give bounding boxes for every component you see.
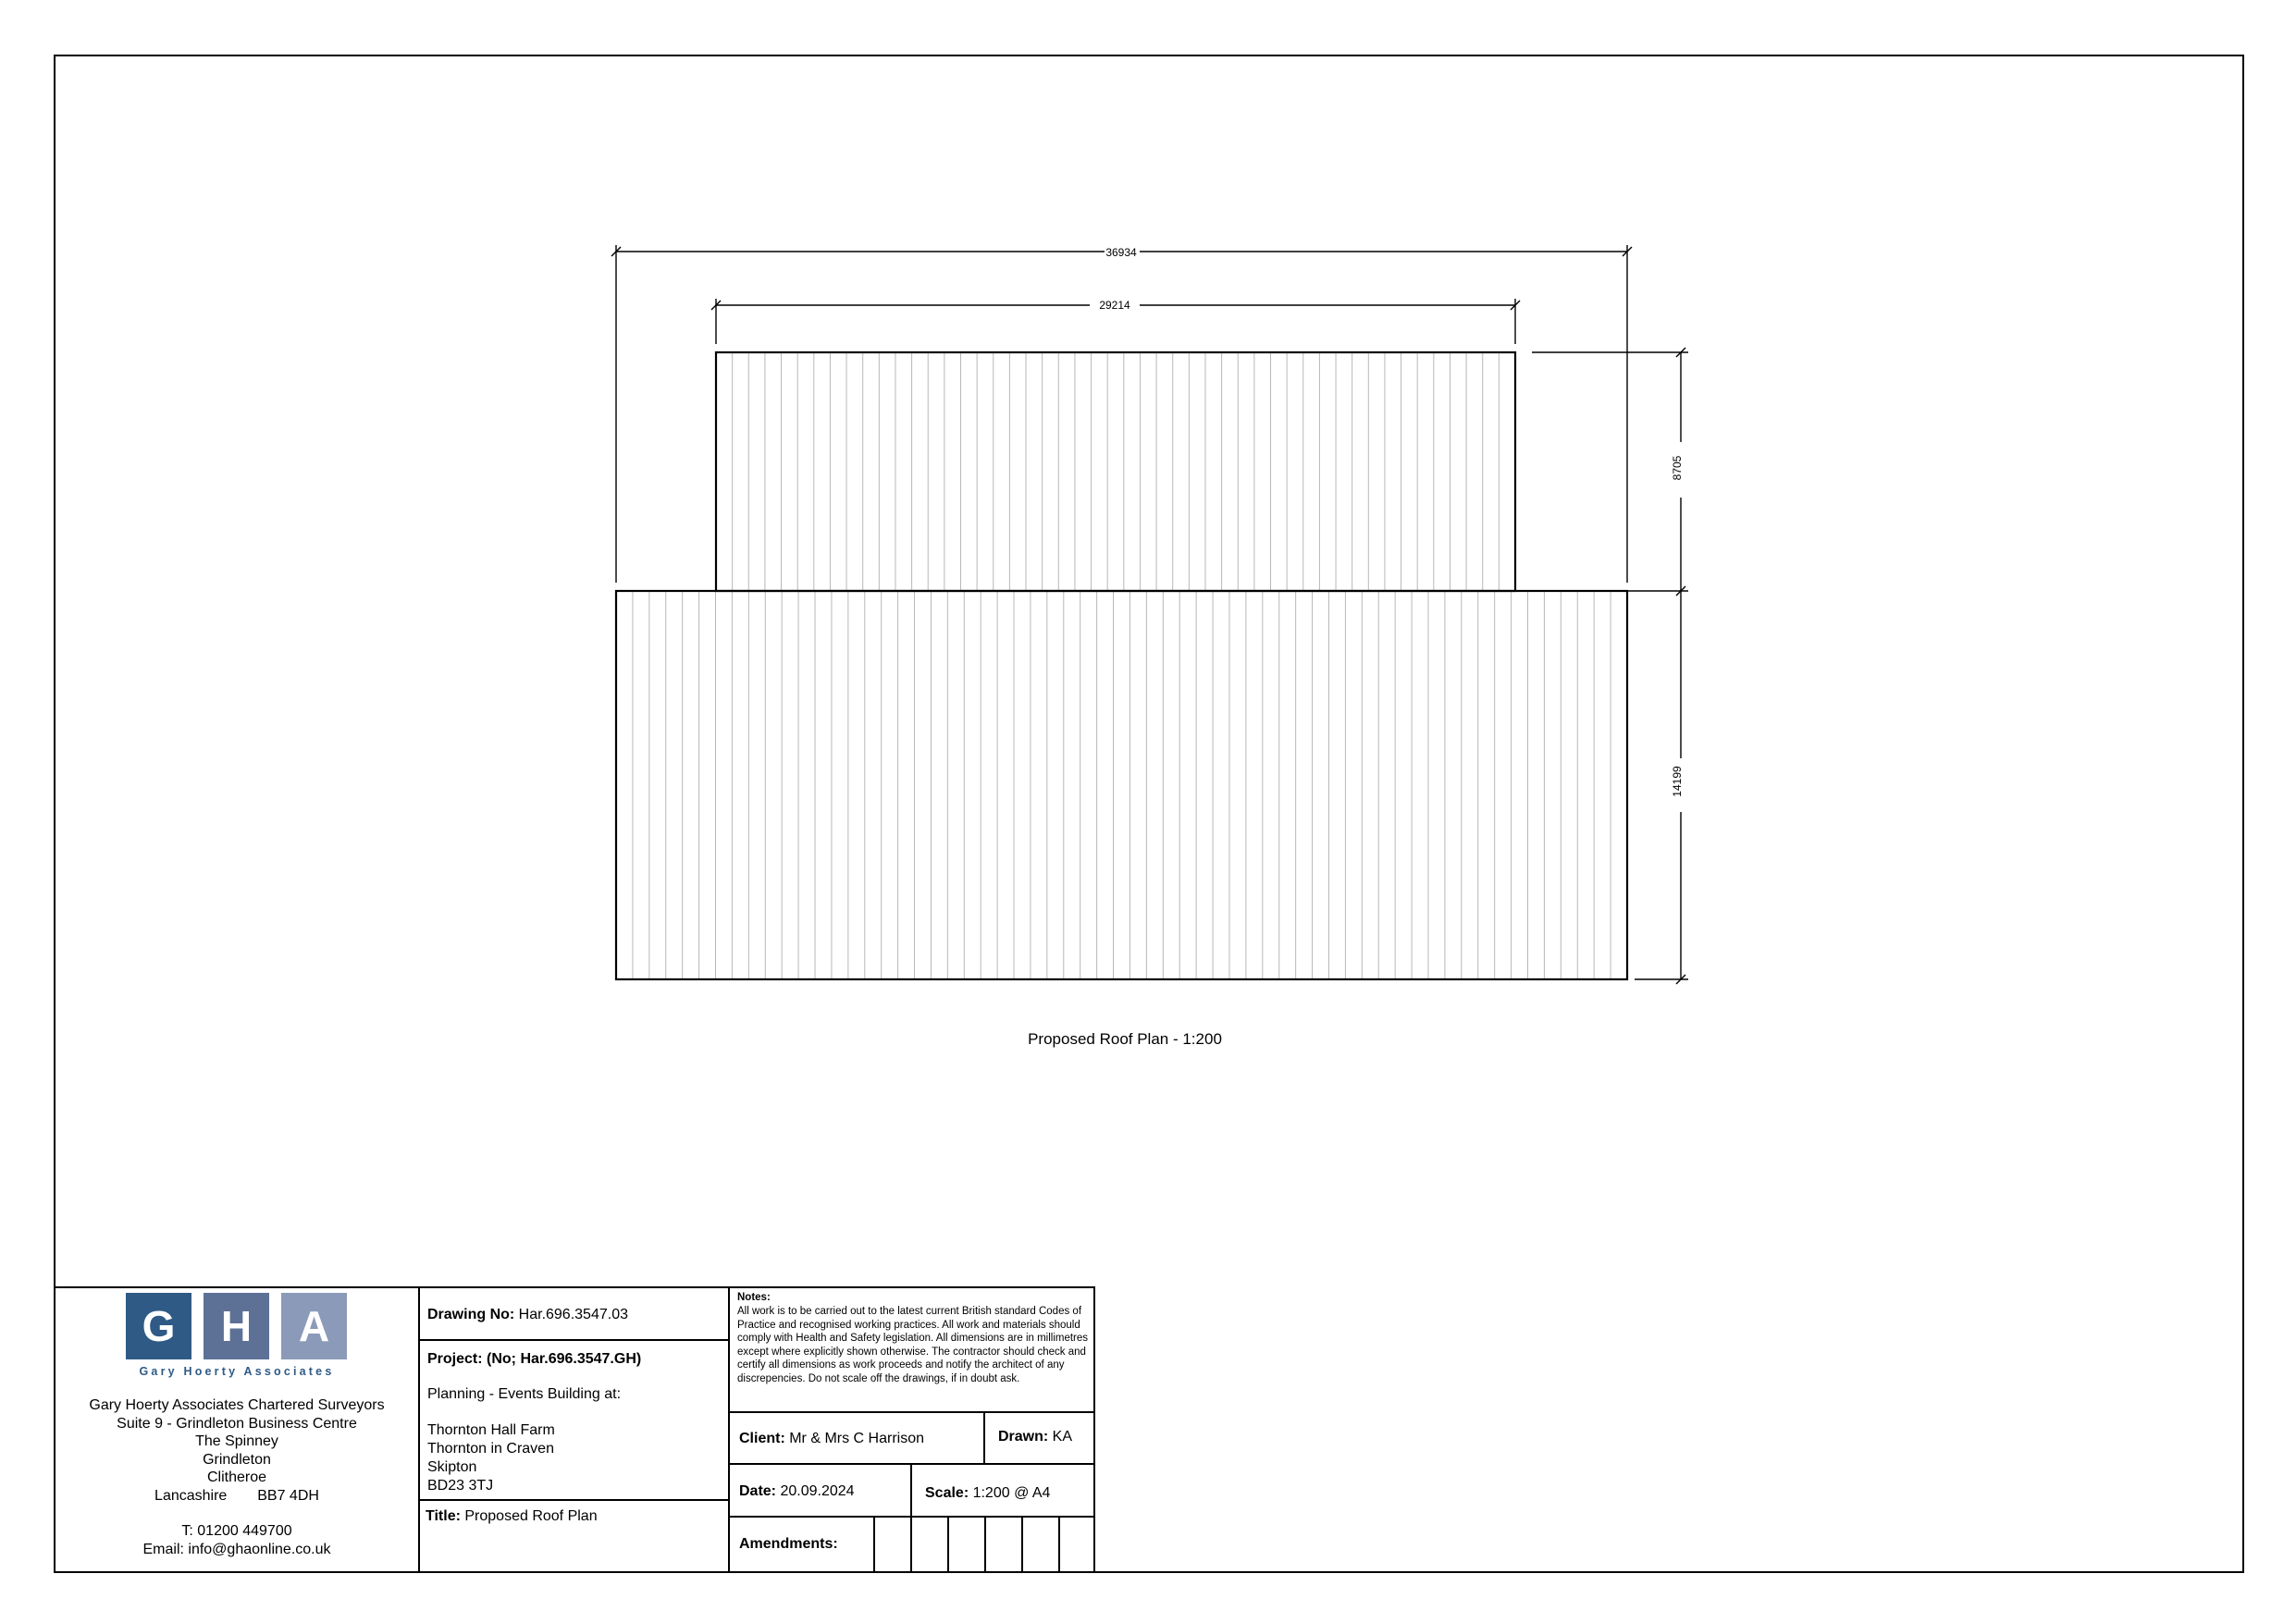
drawn-label: Drawn: [998,1429,1049,1445]
amendment-box [984,1518,986,1571]
amendment-box [1021,1518,1023,1571]
amendment-box [947,1518,949,1571]
date-cell [728,1463,912,1518]
project-cell [418,1339,730,1501]
lower-roof-sheeting [633,592,1611,978]
upper-roof-sheeting [733,353,1500,590]
drawn-value: KA [1048,1429,1073,1445]
company-county-postcode [56,1487,417,1506]
lower-roof-outline [616,591,1627,979]
notes-label: Notes: [737,1292,771,1303]
logo-tagline: Gary Hoerty Associates [139,1365,335,1378]
amendments-label: Amendments: [739,1536,838,1552]
company-line: The Spinney [195,1433,278,1449]
logo-letter-a: A [281,1293,347,1359]
client-value: Mr & Mrs C Harrison [784,1431,925,1446]
dimension-label-lower-depth: 14199 [1671,766,1684,797]
address-line: Thornton Hall Farm [427,1422,555,1438]
title-value: Proposed Roof Plan [460,1508,598,1524]
company-line: Grindleton [203,1451,271,1468]
drawing-number-label: Drawing No: [427,1307,515,1322]
company-line: Gary Hoerty Associates Chartered Surveyors [89,1397,385,1413]
amendment-box [873,1518,875,1571]
date-label: Date: [739,1483,777,1499]
dimension-label-overall-width: 36934 [1105,246,1137,259]
dimension-label-upper-depth: 8705 [1671,455,1684,481]
logo-letter-h: H [204,1293,269,1359]
title-cell [418,1499,730,1573]
client-label: Client: [739,1431,785,1446]
notes-text: All work is to be carried out to the latest current British standard Codes of Practice and recognised working practices. All work and materials should comply with Health and Safety legislation. All dimensions are in millimetres except where explicitly shown otherwise. The contractor should check and certify all dimensions as work proceeds and notify the architect of any discrepencies. Do not scale off the drawings, if in doubt ask. [737,1306,1089,1384]
address-line: Skipton [427,1459,477,1475]
company-logo [126,1293,348,1382]
company-line: Clitheroe [206,1469,267,1485]
drawing-caption: Proposed Roof Plan - 1:200 [1028,1030,1222,1048]
upper-roof-outline [716,352,1515,591]
client-cell [728,1411,985,1465]
address-line: BD23 3TJ [427,1478,494,1494]
address-line: Thornton in Craven [427,1441,554,1457]
company-line: Suite 9 - Grindleton Business Centre [117,1415,357,1432]
amendment-box [1058,1518,1060,1571]
amendments-cell [728,1516,1095,1573]
project-address [427,1421,555,1495]
sheet-border [55,55,2243,1572]
drawing-number-cell [418,1286,730,1341]
drawn-cell [983,1411,1095,1465]
company-address [56,1396,417,1558]
company-postcode: BB7 4DH [257,1487,319,1504]
logo-letter-g: G [126,1293,191,1359]
drawing-number-value: Har.696.3547.03 [514,1307,628,1322]
notes-cell [728,1286,1095,1413]
project-label: Project: (No; Har.696.3547.GH) [427,1351,642,1367]
scale-label: Scale: [925,1485,969,1501]
scale-value: 1:200 @ A4 [969,1485,1051,1501]
amendment-box [910,1518,912,1571]
dimension-label-upper-width: 29214 [1099,299,1130,312]
dimension-depths [1532,348,1688,984]
company-phone: T: 01200 449700 [181,1523,292,1539]
title-label: Title: [426,1508,461,1524]
date-value: 20.09.2024 [776,1483,855,1499]
project-description: Planning - Events Building at: [427,1386,622,1402]
scale-cell [910,1463,1095,1518]
company-county: Lancashire [154,1487,228,1504]
company-email: Email: info@ghaonline.co.uk [142,1541,331,1557]
